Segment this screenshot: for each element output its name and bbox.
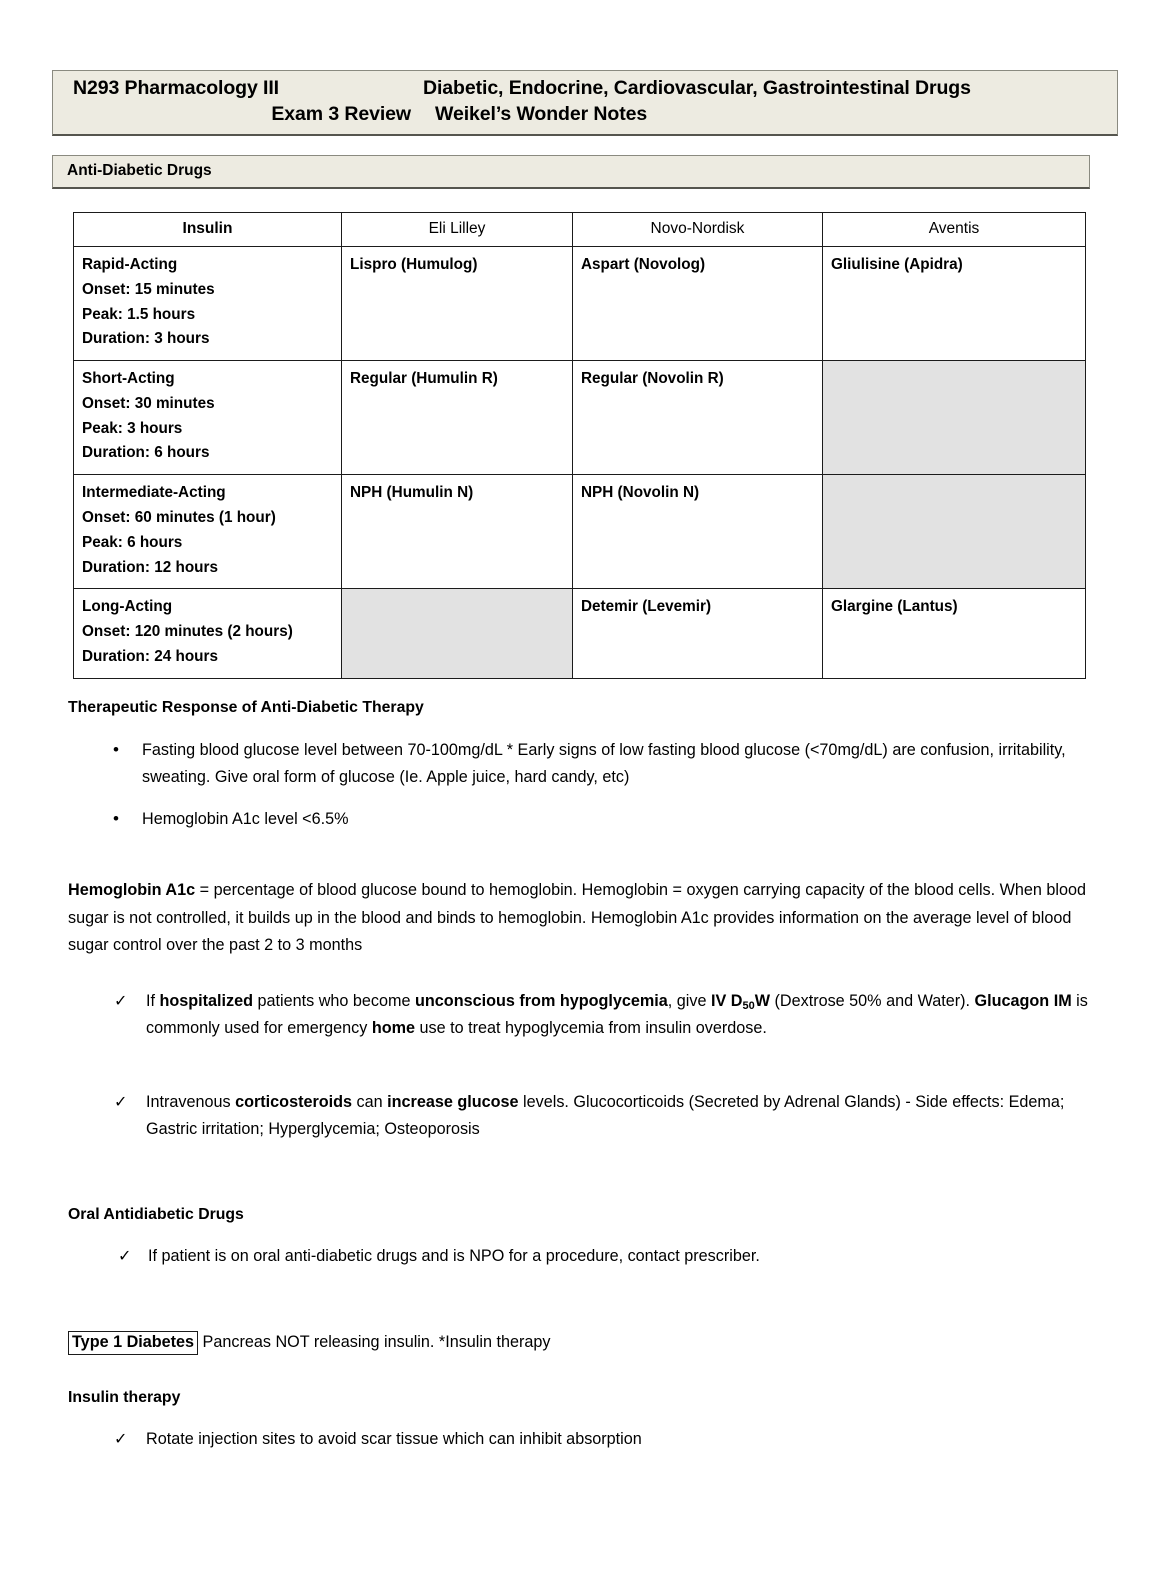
exam-label: Exam 3 Review <box>271 103 411 125</box>
table-row <box>74 361 1086 475</box>
category-name: Intermediate-Acting <box>82 484 226 502</box>
seg-bold-hospitalized: hospitalized <box>159 991 254 1010</box>
cell-novo-nordisk-short: Regular (Novolin R) <box>573 361 823 475</box>
cell-category-long-acting <box>74 589 342 678</box>
cell-novo-nordisk-rapid: Aspart (Novolog) <box>573 247 823 361</box>
list-item <box>68 806 1090 834</box>
type1-description: Pancreas NOT releasing insulin. *Insulin therapy <box>198 1333 551 1351</box>
cell-category-short-acting <box>74 361 342 475</box>
spacer <box>68 1271 1090 1329</box>
table-header-row <box>74 213 1086 247</box>
check-icon: ✓ <box>114 992 128 1010</box>
list-item <box>68 1089 1090 1144</box>
seg-text: is commonly used for emergency <box>146 991 1088 1038</box>
spacer <box>68 833 1090 877</box>
seg-bold-d50w <box>711 992 770 1010</box>
seg-bold-increase-glucose: increase glucose <box>387 1092 519 1111</box>
table-row <box>74 589 1086 678</box>
insulin-comparison-table <box>73 212 1086 679</box>
author-label: Weikel’s Wonder Notes <box>435 103 648 125</box>
seg-text: , give <box>667 991 711 1010</box>
category-name: Short-Acting <box>82 370 175 388</box>
seg-bold-corticosteroids: corticosteroids <box>235 1092 353 1111</box>
d50w-subscript: 50 <box>742 999 755 1012</box>
category-onset: Onset: 30 minutes <box>82 394 215 412</box>
paragraph-hemoglobin-a1c <box>68 877 1090 960</box>
seg-bold-glucagon: Glucagon IM <box>974 991 1072 1010</box>
category-onset: Onset: 15 minutes <box>82 280 215 298</box>
heading-oral-antidiabetic-drugs: Oral Antidiabetic Drugs <box>68 1205 244 1223</box>
list-item <box>68 1243 1090 1271</box>
d50w-post: W <box>754 991 771 1010</box>
list-item <box>68 988 1090 1043</box>
seg-bold-unconscious: unconscious from hypoglycemia <box>415 991 668 1010</box>
cell-eli-lilley-intermediate: NPH (Humulin N) <box>342 475 573 589</box>
d50w-pre: IV D <box>711 991 743 1010</box>
seg-text: use to treat hypoglycemia from insulin overdose. <box>415 1019 767 1038</box>
table-row <box>74 247 1086 361</box>
column-header-novo-nordisk: Novo-Nordisk <box>573 213 823 247</box>
spacer <box>68 1357 1090 1385</box>
section-bar-anti-diabetic-drugs <box>52 155 1090 189</box>
paragraph-type-1-diabetes <box>68 1329 1090 1357</box>
column-header-insulin: Insulin <box>74 213 342 247</box>
bullet-dot-icon: • <box>113 808 119 828</box>
boxed-term-type-1-diabetes: Type 1 Diabetes <box>68 1331 198 1355</box>
category-duration: Duration: 24 hours <box>82 647 218 665</box>
list-item <box>68 1426 1090 1454</box>
category-peak: Peak: 1.5 hours <box>82 305 196 323</box>
seg-bold-home: home <box>371 1019 416 1038</box>
category-duration: Duration: 12 hours <box>82 558 218 576</box>
cell-category-intermediate-acting <box>74 475 342 589</box>
category-name: Long-Acting <box>82 598 173 616</box>
list-item-text: If patient is on oral anti-diabetic drugs and is NPO for a procedure, contact prescriber. <box>148 1247 760 1266</box>
insulin-therapy-check-list <box>68 1426 1090 1454</box>
oral-antidiabetic-check-list <box>68 1243 1090 1271</box>
heading-insulin-therapy: Insulin therapy <box>68 1388 181 1406</box>
title-line-2 <box>53 103 1117 126</box>
cell-eli-lilley-short: Regular (Humulin R) <box>342 361 573 475</box>
spacer <box>68 1043 1090 1089</box>
course-topics: Diabetic, Endocrine, Cardiovascular, Gastrointestinal Drugs <box>423 77 971 99</box>
list-item-text: Fasting blood glucose level between 70-100mg/dL * Early signs of low fasting blood glucose (<70mg/dL) are confusion, irritability, sweating. Give oral form of glucose (Ie. Apple juice, hard candy, etc) <box>142 740 1066 787</box>
a1c-check-list <box>68 988 1090 1144</box>
seg-text: Intravenous <box>146 1092 236 1111</box>
cell-category-rapid-acting <box>74 247 342 361</box>
course-code: N293 Pharmacology III <box>73 77 279 99</box>
spacer <box>68 960 1090 988</box>
cell-novo-nordisk-long: Detemir (Levemir) <box>573 589 823 678</box>
section-bar-label: Anti-Diabetic Drugs <box>67 162 212 179</box>
category-peak: Peak: 3 hours <box>82 419 183 437</box>
heading-therapeutic-response: Therapeutic Response of Anti-Diabetic Therapy <box>68 699 424 716</box>
notes-body <box>68 695 1090 1454</box>
spacer <box>68 1227 1090 1243</box>
list-item-text: Rotate injection sites to avoid scar tissue which can inhibit absorption <box>146 1430 642 1449</box>
spacer <box>68 792 1090 806</box>
category-duration: Duration: 6 hours <box>82 444 210 462</box>
a1c-term: Hemoglobin A1c <box>68 881 196 900</box>
seg-text: levels. Glucocorticoids (Secreted by Adrenal Glands) - Side effects: Edema; Gastric irritation; Hyperglycemia; Osteoporosis <box>146 1092 1065 1139</box>
cell-eli-lilley-rapid: Lispro (Humulog) <box>342 247 573 361</box>
seg-text: If <box>146 991 160 1010</box>
list-item-text: Hemoglobin A1c level <6.5% <box>142 809 349 828</box>
check-icon: ✓ <box>114 1431 128 1449</box>
category-onset: Onset: 120 minutes (2 hours) <box>82 623 293 641</box>
seg-text: can <box>352 1092 388 1111</box>
column-header-aventis: Aventis <box>823 213 1086 247</box>
category-peak: Peak: 6 hours <box>82 533 183 551</box>
cell-aventis-short-empty <box>823 361 1086 475</box>
cell-aventis-long: Glargine (Lantus) <box>823 589 1086 678</box>
seg-text: (Dextrose 50% and Water). <box>770 991 975 1010</box>
list-item-text <box>146 1093 1064 1139</box>
cell-aventis-intermediate-empty <box>823 475 1086 589</box>
table-row <box>74 475 1086 589</box>
cell-aventis-rapid: Gliulisine (Apidra) <box>823 247 1086 361</box>
column-header-eli-lilley: Eli Lilley <box>342 213 573 247</box>
a1c-definition-text: = percentage of blood glucose bound to hemoglobin. Hemoglobin = oxygen carrying capacity of the blood cells. When blood sugar is not controlled, it builds up in the blood and binds to hemoglobin. Hemoglobin A1c provides information on the average level of blood sugar control over the past 2 to 3 months <box>68 881 1087 955</box>
document-title-banner <box>52 70 1118 136</box>
list-item <box>68 737 1090 792</box>
spacer <box>68 1144 1090 1202</box>
check-icon: ✓ <box>114 1093 128 1111</box>
category-duration: Duration: 3 hours <box>82 330 210 348</box>
list-item-text <box>146 992 1088 1038</box>
cell-novo-nordisk-intermediate: NPH (Novolin N) <box>573 475 823 589</box>
cell-eli-lilley-long-empty <box>342 589 573 678</box>
therapeutic-bullet-list <box>68 737 1090 834</box>
bullet-dot-icon: • <box>113 739 119 759</box>
seg-text: patients who become <box>253 991 416 1010</box>
spacer <box>68 721 1090 737</box>
spacer <box>68 1410 1090 1426</box>
category-onset: Onset: 60 minutes (1 hour) <box>82 509 276 526</box>
check-icon: ✓ <box>118 1248 132 1266</box>
title-line-1 <box>53 77 1117 100</box>
category-name: Rapid-Acting <box>82 256 178 274</box>
